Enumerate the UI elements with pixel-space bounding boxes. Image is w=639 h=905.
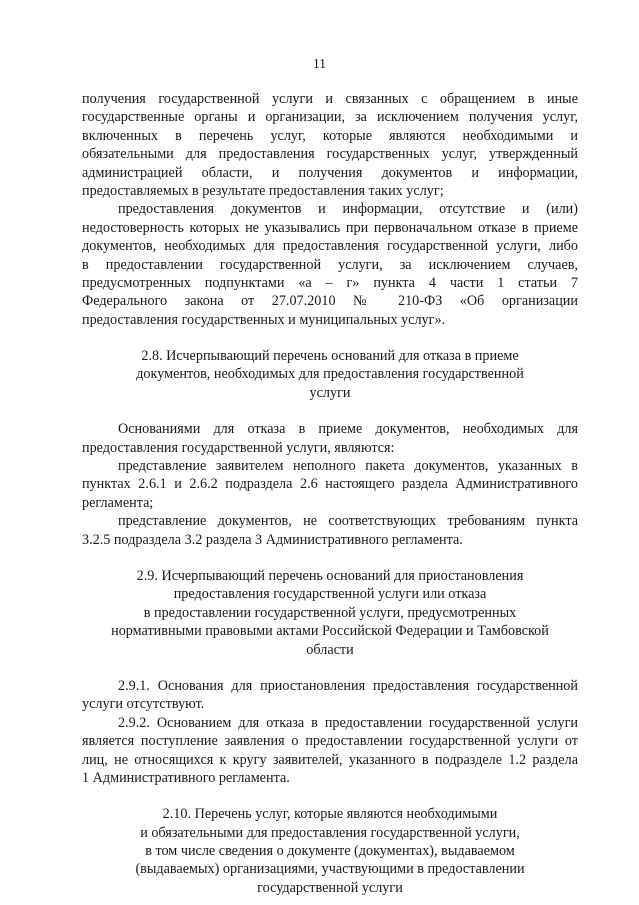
heading-line: в предоставлении государственной услуги, предусмотренных bbox=[143, 604, 517, 621]
heading-line: области bbox=[306, 641, 354, 658]
text-line: является поступление заявления о предоставлении государственной услуги от bbox=[82, 733, 578, 750]
text-line: получения государственной услуги и связанных с обращением в иные bbox=[82, 91, 578, 107]
text-line: государственные органы и организации, за исключением получения услуг, bbox=[82, 109, 578, 126]
text-line: Основаниями для отказа в приеме документов, необходимых для bbox=[118, 421, 578, 438]
heading-line: 2.8. Исчерпывающий перечень оснований для отказа в приеме bbox=[141, 348, 519, 365]
text-line: предоставляемых в результате предоставления таких услуг; bbox=[82, 182, 444, 199]
text-line: 3.2.5 подраздела 3.2 раздела 3 Административного регламента. bbox=[82, 531, 463, 548]
text-line: регламента; bbox=[82, 494, 154, 511]
heading-line: 2.10. Перечень услуг, которые являются необходимыми bbox=[162, 806, 498, 823]
paragraph-suspension bbox=[82, 677, 578, 787]
heading-line: государственной услуги bbox=[257, 879, 403, 896]
text-line: в предоставлении государственной услуги, за исключением случаев, bbox=[82, 256, 578, 273]
paragraph-grounds-refusal bbox=[82, 420, 578, 549]
text-line: Федерального закона от 27.07.2010 № 210-ФЗ «Об организации bbox=[82, 293, 578, 310]
text-line: услуги отсутствуют. bbox=[82, 696, 205, 713]
text-line: документов, необходимых для предоставления государственной услуги, либо bbox=[82, 238, 578, 255]
heading-line: нормативными правовыми актами Российской Федерации и Тамбовской bbox=[111, 623, 549, 640]
section-heading-2-10 bbox=[82, 805, 578, 897]
text-line: пунктах 2.6.1 и 2.6.2 подраздела 2.6 настоящего раздела Административного bbox=[82, 476, 578, 493]
paragraph-documents bbox=[82, 200, 578, 329]
text-line: включенных в перечень услуг, которые являются необходимыми и bbox=[82, 127, 578, 144]
text-line: представление документов, не соответствующих требованиям пункта bbox=[118, 513, 578, 530]
paragraph-continuation bbox=[82, 90, 578, 200]
text-line: 2.9.1. Основания для приостановления предоставления государственной bbox=[118, 677, 578, 694]
heading-line: услуги bbox=[309, 384, 351, 401]
heading-line: предоставления государственной услуги или отказа bbox=[173, 586, 487, 603]
text-line: предоставления документов и информации, отсутствие и (или) bbox=[118, 201, 578, 218]
text-line: представление заявителем неполного пакета документов, указанных в bbox=[118, 458, 578, 475]
section-heading-2-8 bbox=[82, 347, 578, 402]
page-content bbox=[82, 90, 578, 897]
text-line: 2.9.2. Основанием для отказа в предоставлении государственной услуги bbox=[118, 714, 578, 731]
heading-line: (выдаваемых) организациями, участвующими в предоставлении bbox=[135, 861, 525, 878]
text-line: предоставления государственных и муниципальных услуг». bbox=[82, 311, 446, 328]
text-line: администрацией области, и получения документов и информации, bbox=[82, 164, 578, 181]
text-line: лиц, не относящихся к кругу заявителей, указанного в подразделе 1.2 раздела bbox=[82, 751, 578, 768]
page-number: 11 bbox=[313, 56, 326, 71]
section-heading-2-9 bbox=[82, 567, 578, 659]
heading-line: документов, необходимых для предоставления государственной bbox=[136, 366, 524, 383]
text-line: 1 Административного регламента. bbox=[82, 769, 290, 786]
heading-line: 2.9. Исчерпывающий перечень оснований для приостановления bbox=[136, 567, 524, 584]
text-line: обязательными для предоставления государственных услуг, утвержденный bbox=[82, 146, 578, 163]
text-line: недостоверность которых не указывались при первоначальном отказе в приеме bbox=[82, 219, 578, 236]
text-line: предусмотренных подпунктами «а – г» пункта 4 части 1 статьи 7 bbox=[82, 274, 578, 291]
heading-line: и обязательными для предоставления государственной услуги, bbox=[140, 824, 520, 841]
heading-line: в том числе сведения о документе (документах), выдаваемом bbox=[145, 843, 515, 860]
text-line: предоставления государственной услуги, являются: bbox=[82, 439, 395, 456]
